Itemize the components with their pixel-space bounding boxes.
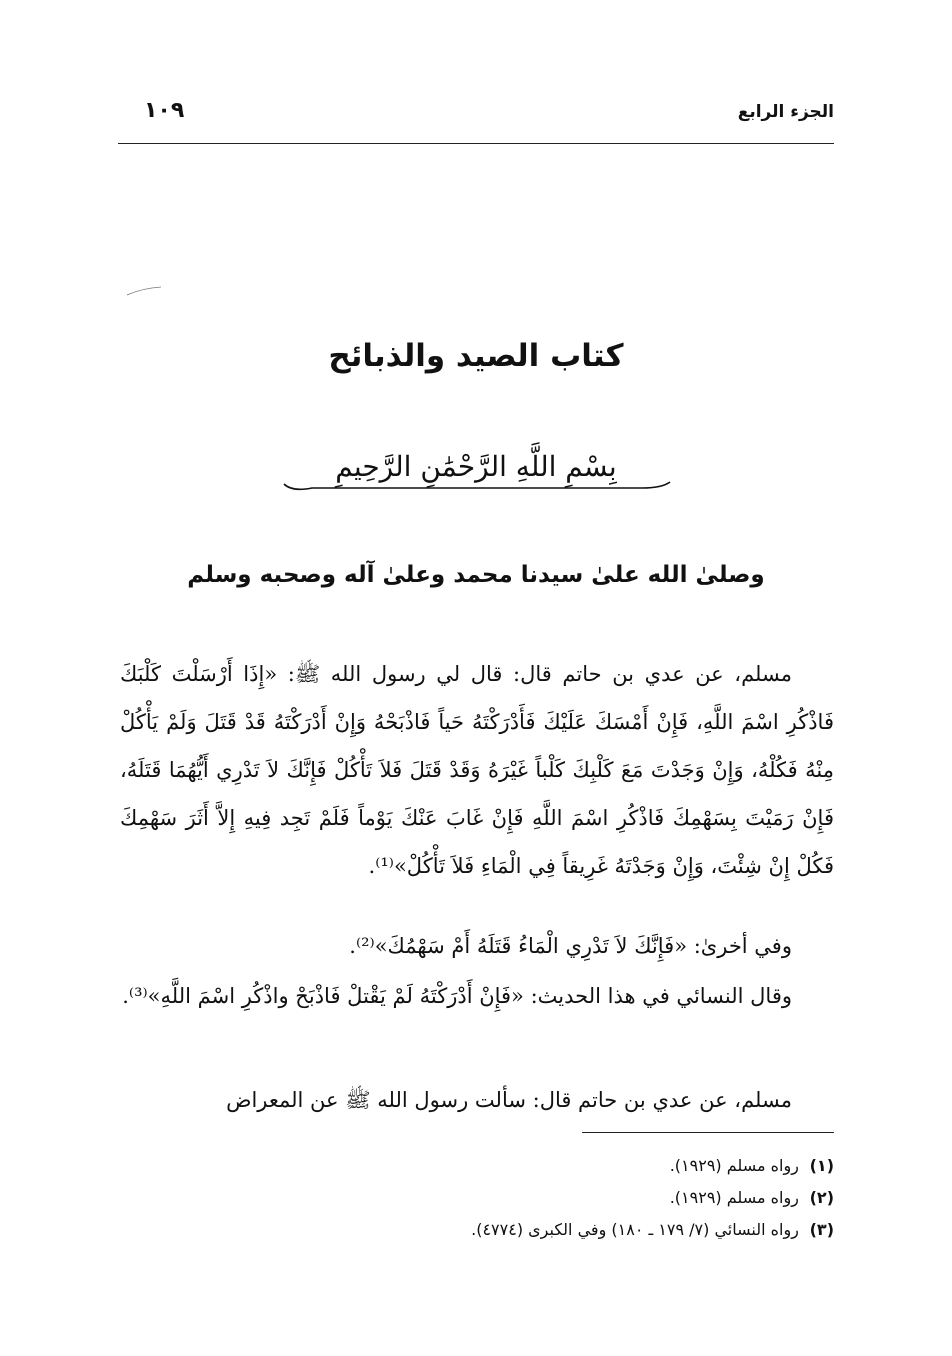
footnote-text: رواه النسائي (٧/ ١٧٩ ـ ١٨٠) وفي الكبرى (٤٧٧٤). <box>471 1220 799 1239</box>
paragraph-hadith-1: مسلم، عن عدي بن حاتم قال: قال لي رسول الله ﷺ: «إِذَا أَرْسَلْتَ كَلْبَكَ فَاذْكُرِ اسْمَ اللَّهِ، فَإِنْ أَمْسَكَ عَلَيْكَ فَأَدْرَكْتَهُ حَياً فَاذْبَحْهُ وَإِنْ أَدْرَكْتَهُ قَدْ قَتَلَ وَلَمْ يَأْكُلْ مِنْهُ فَكُلْهُ، وَإِنْ وَجَدْتَ مَعَ كَلْبِكَ كَلْباً غَيْرَهُ وَقَدْ قَتَلَ فَلاَ تَأْكُلْ فَإِنَّكَ لاَ تَدْرِي أَيُّهُمَا قَتَلَهُ، فَإِنْ رَمَيْتَ بِسَهْمِكَ فَاذْكُرِ اسْمَ اللَّهِ فَإِنْ غَابَ عَنْكَ يَوْماً فَلَمْ تَجِد فِيهِ إِلاَّ أَثَرَ سَهْمِكَ فَكُلْ إِنْ شِئْتَ، وَإِنْ وَجَدْتَهُ غَرِيقاً فِي الْمَاءِ فَلاَ تَأْكُلْ»⁽¹⁾. <box>120 662 834 878</box>
header-divider <box>118 143 834 144</box>
footnote-number: (٢) <box>809 1188 834 1207</box>
footnotes <box>120 1150 834 1246</box>
chapter-title: كتاب الصيد والذبائح <box>328 338 624 374</box>
scan-artifact-stroke <box>126 286 162 296</box>
paragraph-hadith-variant: وفي أخرىٰ: «فَإِنَّكَ لاَ تَدْرِي الْمَاءُ قَتَلَهُ أَمْ سَهْمُكَ»⁽²⁾. <box>349 934 792 958</box>
basmala: بِسْمِ اللَّهِ الرَّحْمَٰنِ الرَّحِيمِ <box>335 450 617 483</box>
page-number: ١٠٩ <box>144 98 185 123</box>
running-header <box>118 96 834 136</box>
running-header-title: الجزء الرابع <box>737 102 834 122</box>
footnote-item <box>120 1214 834 1246</box>
footnote-divider <box>582 1132 834 1133</box>
footnote-item <box>120 1182 834 1214</box>
paragraph-hadith-2: مسلم، عن عدي بن حاتم قال: سألت رسول الله ﷺ عن المعراض <box>226 1088 792 1112</box>
footnote-text: رواه مسلم (١٩٢٩). <box>669 1188 799 1207</box>
footnote-number: (٣) <box>809 1220 834 1239</box>
salutation-line: وصلىٰ الله علىٰ سيدنا محمد وعلىٰ آله وصحبه وسلم <box>187 562 765 588</box>
footnote-number: (١) <box>809 1156 834 1175</box>
basmala-flourish <box>282 480 672 494</box>
footnote-text: رواه مسلم (١٩٢٩). <box>669 1156 799 1175</box>
paragraph-nasai: وقال النسائي في هذا الحديث: «فَإِنْ أَدْرَكْتَهُ لَمْ يَقْتلْ فَاذْبَحْ واذْكُرِ اسْمَ اللَّهِ»⁽³⁾. <box>122 984 792 1008</box>
footnote-item <box>120 1150 834 1182</box>
